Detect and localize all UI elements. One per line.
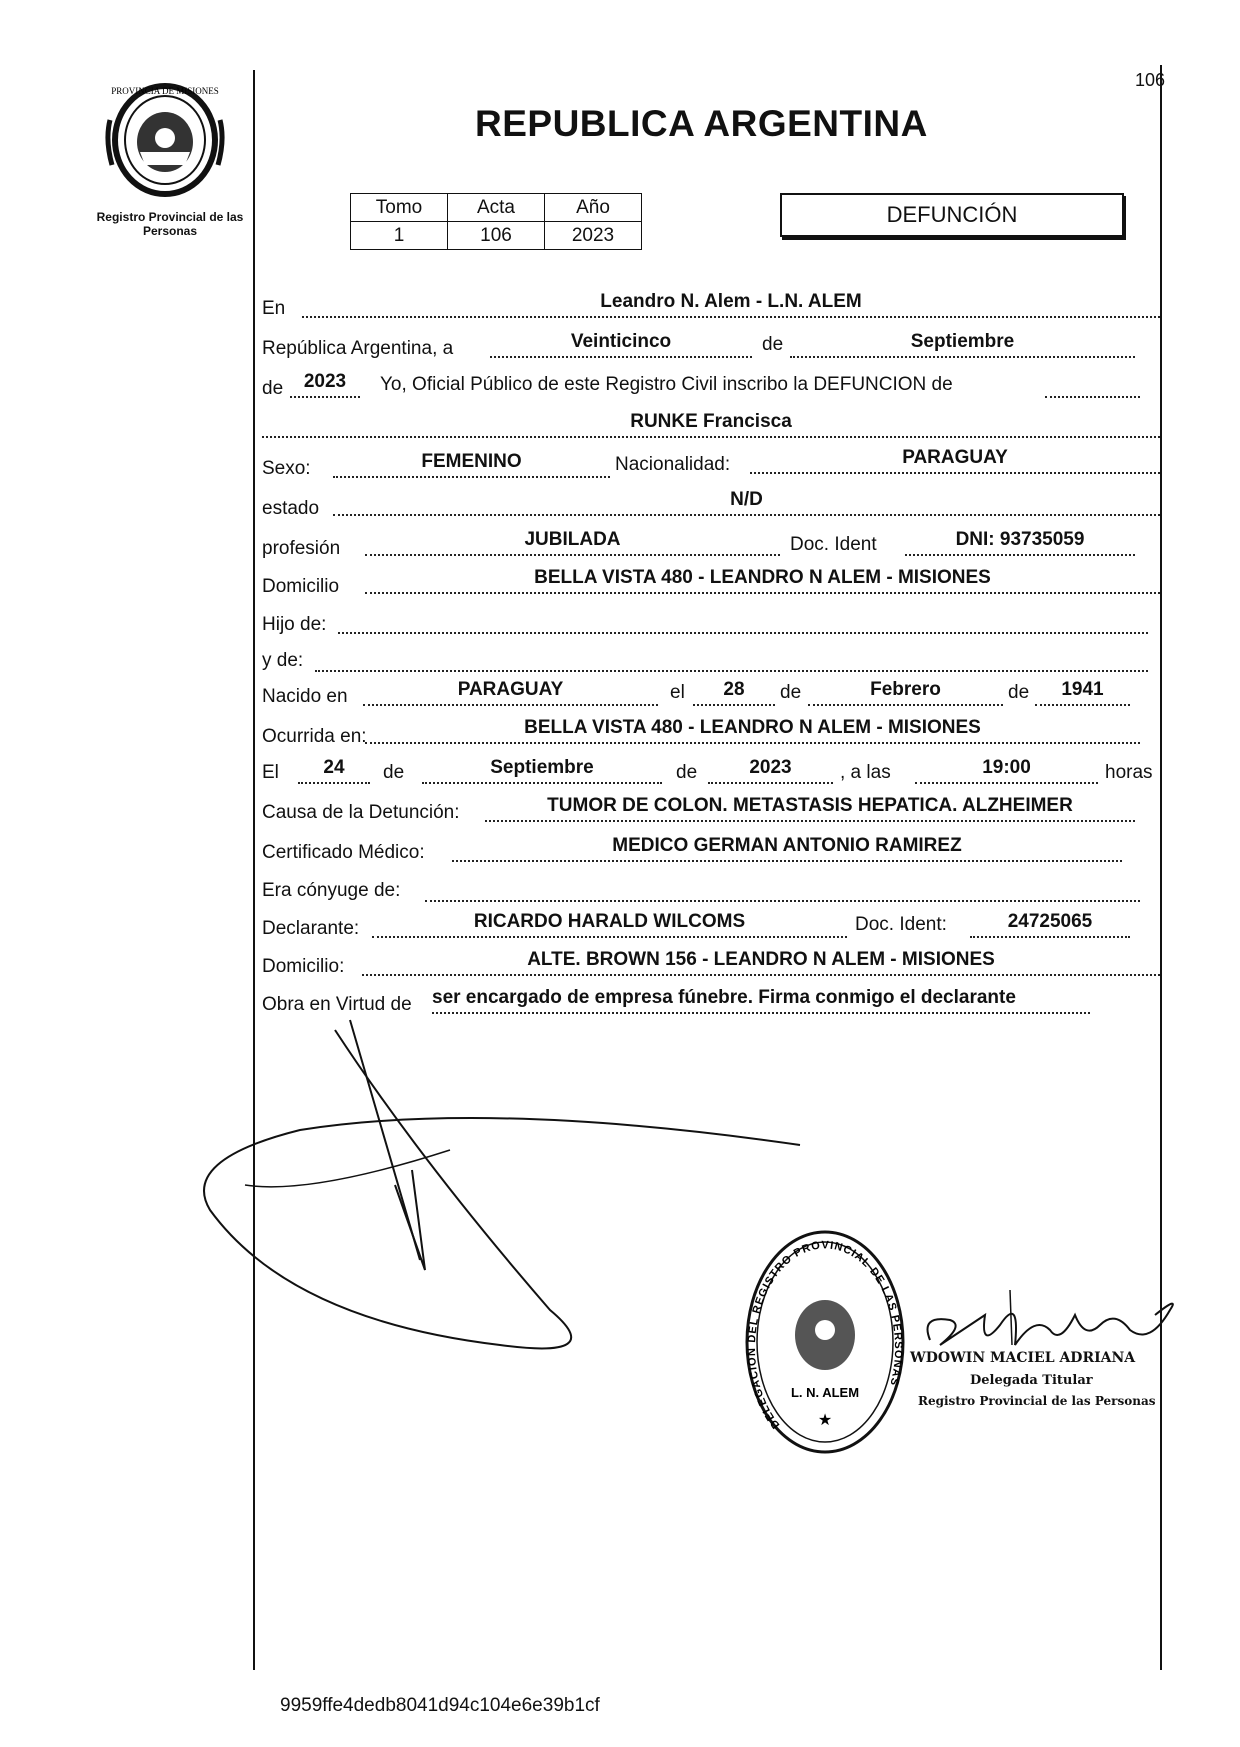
label-nacido-en: Nacido en <box>262 686 348 707</box>
field-reg-year: 2023 <box>290 370 360 398</box>
label-domicilio: Domicilio <box>262 576 340 597</box>
field-death-year: 2023 <box>708 756 833 784</box>
label-republica-a: República Argentina, a <box>262 338 454 359</box>
field-deceased-name: RUNKE Francisca <box>262 410 1160 438</box>
ref-header-tomo: Tomo <box>351 194 448 222</box>
registrar-org: Registro Provincial de las Personas <box>918 1394 1156 1408</box>
field-birth-place: PARAGUAY <box>363 678 658 706</box>
label-nacionalidad: Nacionalidad: <box>615 454 731 475</box>
field-death-day: 24 <box>298 756 370 784</box>
registry-stamp-seal <box>740 1225 910 1460</box>
registrar-role: Delegada Titular <box>970 1373 1093 1388</box>
label-a-las: , a las <box>840 762 891 783</box>
label-estado: estado <box>262 498 320 519</box>
seal-inner-text: L. N. ALEM <box>790 1385 860 1400</box>
label-causa: Causa de la Detunción: <box>262 802 460 823</box>
right-margin-line <box>1160 65 1162 1670</box>
label-y-de: y de: <box>262 650 304 671</box>
registrar-name: WDOWIN MACIEL ADRIANA <box>910 1350 1136 1366</box>
field-address: BELLA VISTA 480 - LEANDRO N ALEM - MISIONES <box>365 566 1160 594</box>
page-title: REPUBLICA ARGENTINA <box>475 103 928 144</box>
field-reg-month: Septiembre <box>790 330 1135 358</box>
field-declarant-address: ALTE. BROWN 156 - LEANDRO N ALEM - MISIONES <box>362 948 1160 976</box>
field-and-of <box>315 644 1148 672</box>
field-birth-month: Febrero <box>808 678 1003 706</box>
label-de-6: de <box>676 762 698 783</box>
label-doc-ident-2: Doc. Ident: <box>855 914 947 935</box>
field-nationality: PARAGUAY <box>750 446 1160 474</box>
label-certificado: Certificado Médico: <box>262 842 425 863</box>
field-declarant-doc: 24725065 <box>970 910 1130 938</box>
label-yo-oficial: Yo, Oficial Público de este Registro Civil inscribo la DEFUNCION de <box>380 374 953 395</box>
seal-ring-text: DELEGACION DEL REGISTRO PROVINCIAL DE LAS PERSONAS <box>745 1239 905 1431</box>
field-virtue: ser encargado de empresa fúnebre. Firma conmigo el declarante <box>432 986 1090 1014</box>
record-type-box: DEFUNCIÓN <box>780 193 1124 237</box>
label-en: En <box>262 298 286 319</box>
label-domicilio-2: Domicilio: <box>262 956 345 977</box>
field-death-place: BELLA VISTA 480 - LEANDRO N ALEM - MISIONES <box>365 716 1140 744</box>
label-obra: Obra en Virtud de <box>262 994 412 1015</box>
label-de-1: de <box>762 334 784 355</box>
label-el: el <box>670 682 685 703</box>
label-sexo: Sexo: <box>262 458 311 479</box>
declarant-signature <box>190 1010 810 1390</box>
field-declarant: RICARDO HARALD WILCOMS <box>372 910 847 938</box>
field-blank-line <box>1045 370 1140 398</box>
page-number: 106 <box>1135 70 1166 90</box>
field-son-of <box>338 606 1148 634</box>
label-conyuge: Era cónyuge de: <box>262 880 401 901</box>
field-birth-day: 28 <box>693 678 775 706</box>
label-horas: horas <box>1105 762 1153 783</box>
label-El: El <box>262 762 279 783</box>
field-place: Leandro N. Alem - L.N. ALEM <box>302 290 1160 318</box>
ref-value-acta: 106 <box>448 222 545 250</box>
label-profesion: profesión <box>262 538 341 559</box>
label-declarante: Declarante: <box>262 918 360 939</box>
field-doctor: MEDICO GERMAN ANTONIO RAMIREZ <box>452 834 1122 862</box>
ref-header-ano: Año <box>545 194 642 222</box>
left-margin-line <box>253 70 255 1670</box>
svg-text:★: ★ <box>817 1412 833 1429</box>
label-de-4: de <box>1008 682 1030 703</box>
label-de-3: de <box>780 682 802 703</box>
field-sex: FEMENINO <box>333 450 610 478</box>
label-doc-ident: Doc. Ident <box>790 534 877 555</box>
registry-name: Registro Provincial de las Personas <box>96 210 244 238</box>
ref-value-ano: 2023 <box>545 222 642 250</box>
field-birth-year: 1941 <box>1035 678 1130 706</box>
field-profession: JUBILADA <box>365 528 780 556</box>
document-hash: 9959ffe4dedb8041d94c104e6e39b1cf <box>280 1695 600 1716</box>
label-hijo-de: Hijo de: <box>262 614 327 635</box>
field-cause: TUMOR DE COLON. METASTASIS HEPATICA. ALZHEIMER <box>485 794 1135 822</box>
ref-value-tomo: 1 <box>351 222 448 250</box>
ref-header-acta: Acta <box>448 194 545 222</box>
record-reference-table <box>350 193 642 250</box>
field-reg-day: Veinticinco <box>490 330 752 358</box>
field-spouse <box>425 874 1140 902</box>
field-death-time: 19:00 <box>915 756 1098 784</box>
field-doc: DNI: 93735059 <box>905 528 1135 556</box>
label-ocurrida-en: Ocurrida en: <box>262 726 367 747</box>
label-de-2: de <box>262 378 284 399</box>
logo-lettering: PROVINCIA DE MISIONES <box>111 86 219 96</box>
label-de-5: de <box>383 762 405 783</box>
field-death-month: Septiembre <box>422 756 662 784</box>
province-coat-of-arms-logo <box>100 80 230 200</box>
field-civil-status: N/D <box>333 488 1160 516</box>
